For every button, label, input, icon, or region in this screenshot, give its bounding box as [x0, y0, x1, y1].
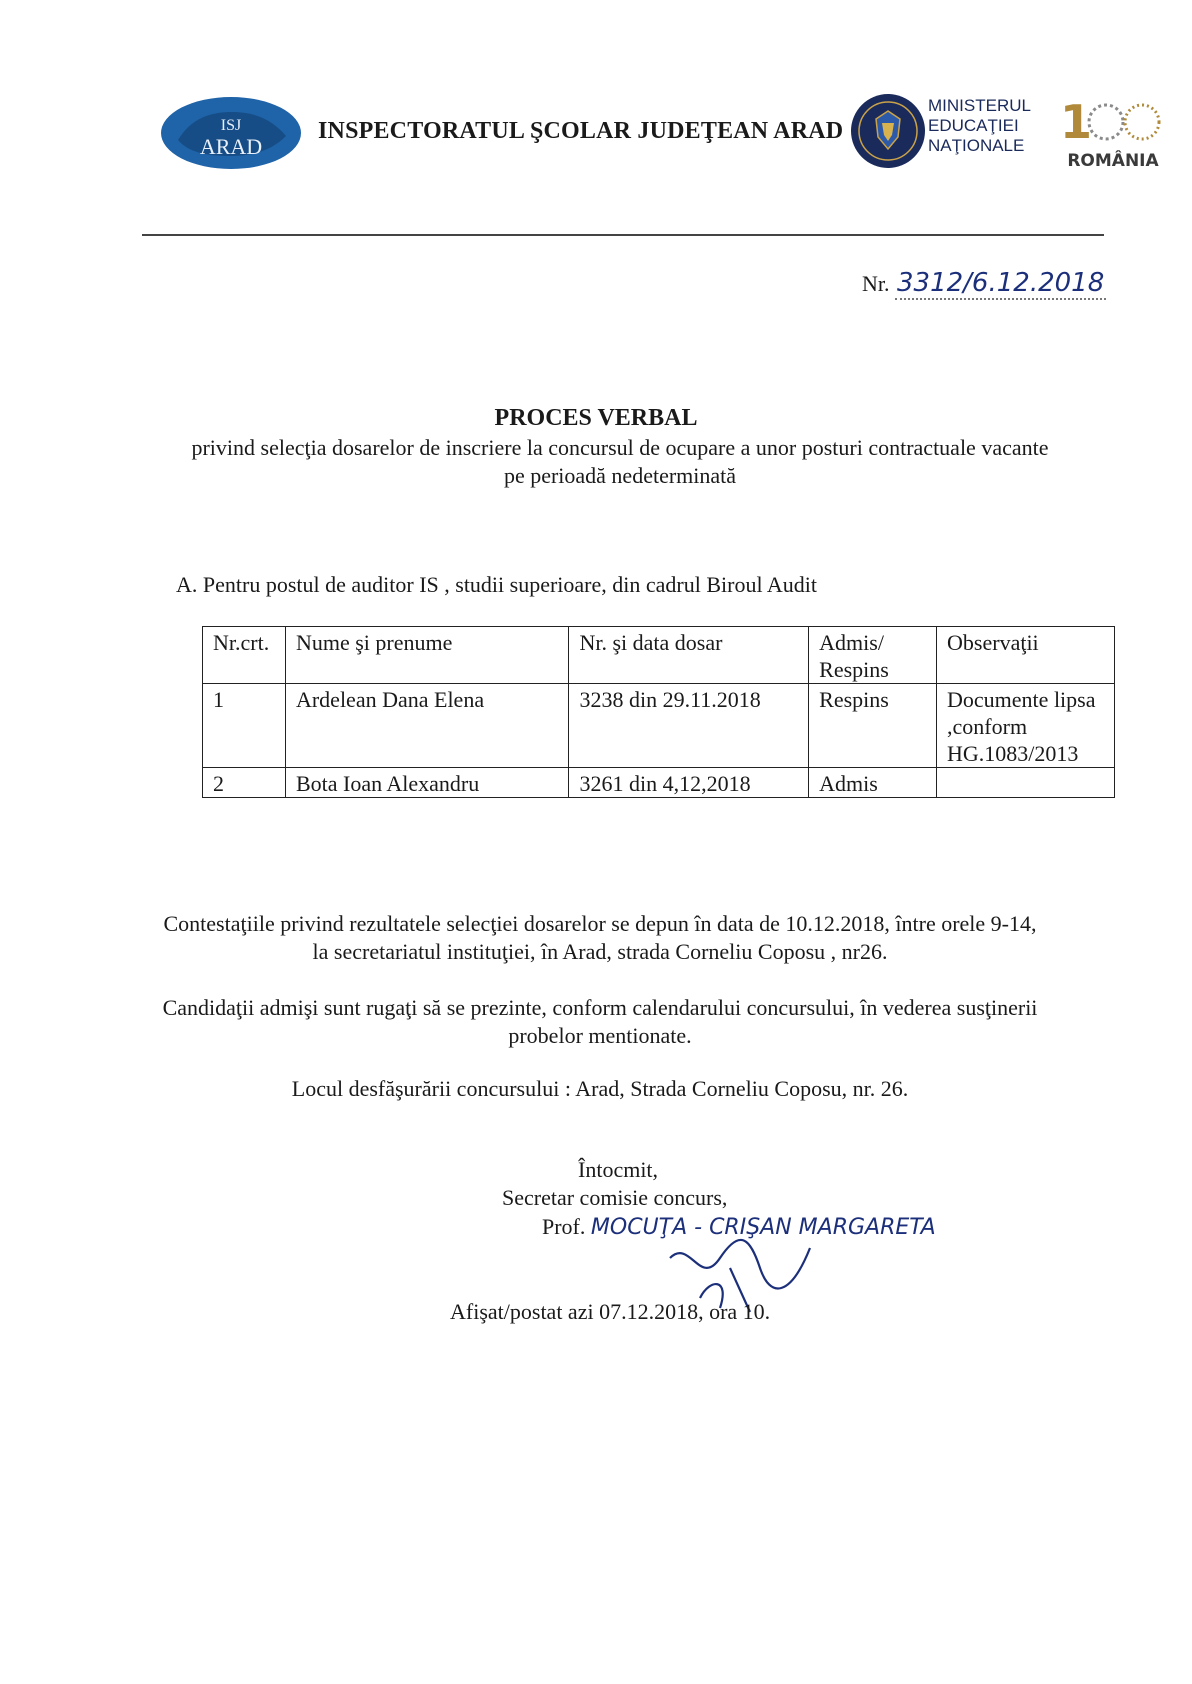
- prof-prefix: Prof.: [542, 1214, 586, 1239]
- header-nr-crt: Nr.crt.: [203, 627, 286, 684]
- document-title: PROCES VERBAL: [494, 405, 698, 431]
- registration-number: [862, 268, 1106, 298]
- candidati-line-1: Candidaţii admişi sunt rugaţi să se prezinte, conform calendarului concursului, în vederea susţinerii: [162, 995, 1038, 1020]
- cell-observatii: Documente lipsa ,conform HG.1083/2013: [937, 684, 1115, 768]
- header-observatii: Observaţii: [937, 627, 1115, 684]
- ministry-name: [928, 96, 1031, 156]
- candidati-line-2: probelor mentionate.: [508, 1023, 692, 1048]
- locul-paragraph: Locul desfăşurării concursului : Arad, Strada Corneliu Coposu, nr. 26.: [291, 1076, 909, 1101]
- cell-status: Admis: [809, 768, 937, 798]
- table-header-row: [203, 627, 1115, 684]
- intocmit-label: Întocmit,: [578, 1157, 659, 1182]
- centenary-digit-one: 1: [1060, 95, 1093, 149]
- document-header: [0, 0, 1192, 200]
- ministry-line-2: EDUCAŢIEI: [928, 116, 1019, 135]
- ministry-line-3: NAŢIONALE: [928, 136, 1025, 155]
- candidati-paragraph: [100, 994, 1100, 1050]
- isj-arad-logo: [160, 96, 302, 170]
- header-nr-data-dosar: Nr. şi data dosar: [569, 627, 809, 684]
- results-table: [202, 626, 1115, 798]
- header-divider: [142, 234, 1104, 236]
- cell-nr-crt: 2: [203, 768, 286, 798]
- registration-handwritten-value: 3312/6.12.2018: [897, 268, 1105, 298]
- cell-nume: Bota Ioan Alexandru: [285, 768, 569, 798]
- table-row: [203, 684, 1115, 768]
- romania-100-logo: [1058, 92, 1168, 178]
- contestatii-line-1: Contestaţiile privind rezultatele selecţiei dosarelor se depun în data de 10.12.2018, între orele 9-14,: [163, 911, 1037, 936]
- table-row: [203, 768, 1115, 798]
- cell-nr-crt: 1: [203, 684, 286, 768]
- cell-dosar: 3261 din 4,12,2018: [569, 768, 809, 798]
- isj-logo-line2: ARAD: [199, 134, 263, 159]
- header-nume: Nume şi prenume: [285, 627, 569, 684]
- cell-dosar: 3238 din 29.11.2018: [569, 684, 809, 768]
- posted-note: Afişat/postat azi 07.12.2018, ora 10.: [450, 1299, 771, 1324]
- subtitle-line-2: pe perioadă nedeterminată: [503, 463, 737, 488]
- registration-prefix: Nr.: [862, 271, 890, 296]
- centenary-label: ROMÂNIA: [1067, 151, 1159, 171]
- subtitle-line-1: privind selecţia dosarelor de inscriere la concursul de ocupare a unor posturi contractuale vacante: [191, 435, 1049, 460]
- contestatii-line-2: la secretariatul instituţiei, în Arad, strada Corneliu Coposu , nr26.: [312, 939, 888, 964]
- institution-name: INSPECTORATUL ŞCOLAR JUDEŢEAN ARAD: [318, 118, 844, 144]
- signer-role: Secretar comisie concurs,: [502, 1185, 728, 1210]
- isj-logo-line1: ISJ: [220, 117, 242, 134]
- header-admis-respins: Admis/ Respins: [809, 627, 937, 684]
- cell-nume: Ardelean Dana Elena: [285, 684, 569, 768]
- cell-status: Respins: [809, 684, 937, 768]
- section-a-heading: A. Pentru postul de auditor IS , studii superioare, din cadrul Biroul Audit: [176, 572, 817, 597]
- signer-handwritten-name: MOCUŢA - CRIŞAN MARGARETA: [590, 1215, 936, 1240]
- ministry-emblem: [850, 93, 926, 169]
- document-subtitle: [140, 434, 1100, 490]
- contestatii-paragraph: [100, 910, 1100, 966]
- cell-observatii: [937, 768, 1115, 798]
- ministry-line-1: MINISTERUL: [928, 96, 1031, 115]
